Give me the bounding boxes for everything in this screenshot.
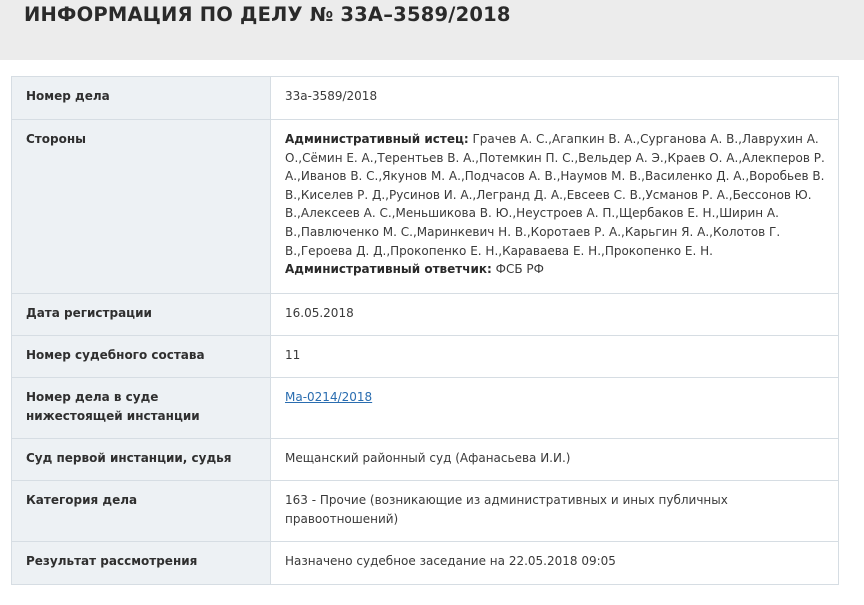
page-title: ИНФОРМАЦИЯ ПО ДЕЛУ № 33А–3589/2018 (24, 3, 511, 26)
table-row-category (12, 481, 839, 542)
defendant-role-label: Административный ответчик: (285, 262, 492, 277)
header-band (0, 0, 864, 60)
table-row-result (12, 542, 839, 585)
table-row-case-number (12, 77, 839, 120)
row-value-lower-court-case (271, 378, 839, 439)
table-row-lower-court-case (12, 378, 839, 439)
table-row-registration-date (12, 294, 839, 336)
plaintiff-role-label: Административный истец: (285, 132, 469, 146)
row-label-category: Категория дела (12, 481, 271, 542)
table-row-first-instance (12, 439, 839, 481)
row-value-first-instance: Мещанский районный суд (Афанасьева И.И.) (271, 439, 839, 481)
row-label-court-panel: Номер судебного состава (12, 336, 271, 378)
row-value-parties (271, 120, 839, 294)
row-value-category: 163 - Прочие (возникающие из административных и иных публичных правоотношений) (271, 481, 839, 542)
row-value-result: Назначено судебное заседание на 22.05.2018 09:05 (271, 542, 839, 585)
table-row-parties (12, 120, 839, 294)
row-label-parties: Стороны (12, 120, 271, 294)
row-label-result: Результат рассмотрения (12, 542, 271, 585)
row-label-registration-date: Дата регистрации (12, 294, 271, 336)
lower-court-case-link[interactable]: Ма-0214/2018 (285, 390, 373, 404)
row-value-case-number: 33а-3589/2018 (271, 77, 839, 120)
row-label-first-instance: Суд первой инстанции, судья (12, 439, 271, 481)
plaintiff-list: Грачев А. С.,Агапкин В. А.,Сурганова А. В.,Лаврухин А. О.,Сёмин Е. А.,Терентьев В. А.,Потемкин П. С.,Вельдер А. Э.,Краев О. А.,Алекперов Р. А.,Иванов В. С.,Якунов М. А.,Подчасов А. В.,Наумов М. В.,Василенко Д. А.,Воробьев В. В.,Киселев Р. Д.,Русинов И. А.,Легранд Д. А.,Евсеев С. В.,Усманов Р. А.,Бессонов Ю. В.,Алексеев А. С.,Меньшикова В. Ю.,Неустроев А. П.,Щербаков Е. Н.,Ширин А. В.,Павлюченко М. С.,Маринкевич Н. В.,Коротаев Р. А.,Карьгин Я. А.,Колотов Г. В.,Героева Д. Д.,Прокопенко Е. Н.,Караваева Е. Н.,Прокопенко Е. Н. (285, 132, 825, 258)
row-label-lower-court-case: Номер дела в суде нижестоящей инстанции (12, 378, 271, 439)
table-row-court-panel (12, 336, 839, 378)
case-info-table (11, 76, 839, 585)
row-value-court-panel: 11 (271, 336, 839, 378)
row-label-case-number: Номер дела (12, 77, 271, 120)
row-value-registration-date: 16.05.2018 (271, 294, 839, 336)
defendant-name: ФСБ РФ (495, 262, 544, 277)
